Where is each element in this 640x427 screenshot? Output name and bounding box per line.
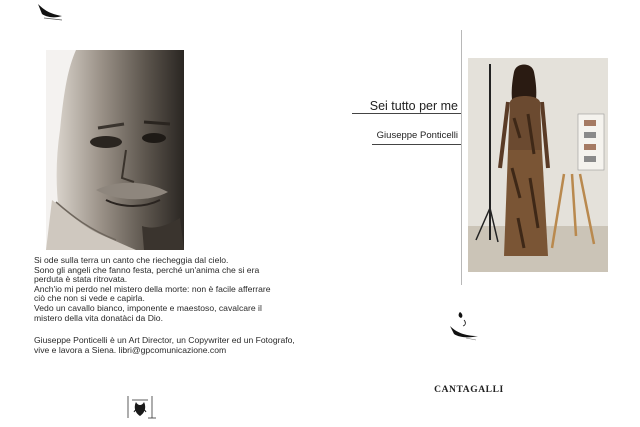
book-author: Giuseppe Ponticelli <box>376 130 458 141</box>
cover-photo <box>468 58 608 272</box>
back-cover-blurb <box>34 256 304 323</box>
author-portrait <box>46 50 184 250</box>
bio-line: Giuseppe Ponticelli è un Art Director, un Copywriter ed un Fotografo, <box>34 335 295 345</box>
title-underline <box>352 113 461 114</box>
blurb-line: Anch'io mi perdo nel mistero della morte: non è facile afferrare <box>34 283 271 294</box>
blurb-line: mistero della vita donatàci da Dio. <box>34 312 163 323</box>
publisher-bird-logo-icon <box>36 0 66 26</box>
spine-divider <box>461 30 462 285</box>
book-title: Sei tutto per me <box>369 99 458 113</box>
blurb-line: Si ode sulla terra un canto che riecheggia dal cielo. <box>34 255 229 265</box>
edition-seal-icon <box>118 388 162 422</box>
author-underline <box>372 144 461 145</box>
publisher-bird-logo-icon <box>446 308 482 344</box>
publisher-name: CANTAGALLI <box>434 385 504 395</box>
bio-line: vive e lavora a Siena. libri@gpcomunicazione.com <box>34 345 227 355</box>
blurb-line: ciò che non si vede e capirla. <box>34 293 145 304</box>
author-bio <box>34 335 304 355</box>
blurb-line: Vedo un cavallo bianco, imponente e maestoso, cavalcare il <box>34 302 262 313</box>
blurb-line: Sono gli angeli che fanno festa, perché un'anima che si era <box>34 264 260 275</box>
blurb-line: perduta è stata ritrovata. <box>34 274 128 285</box>
